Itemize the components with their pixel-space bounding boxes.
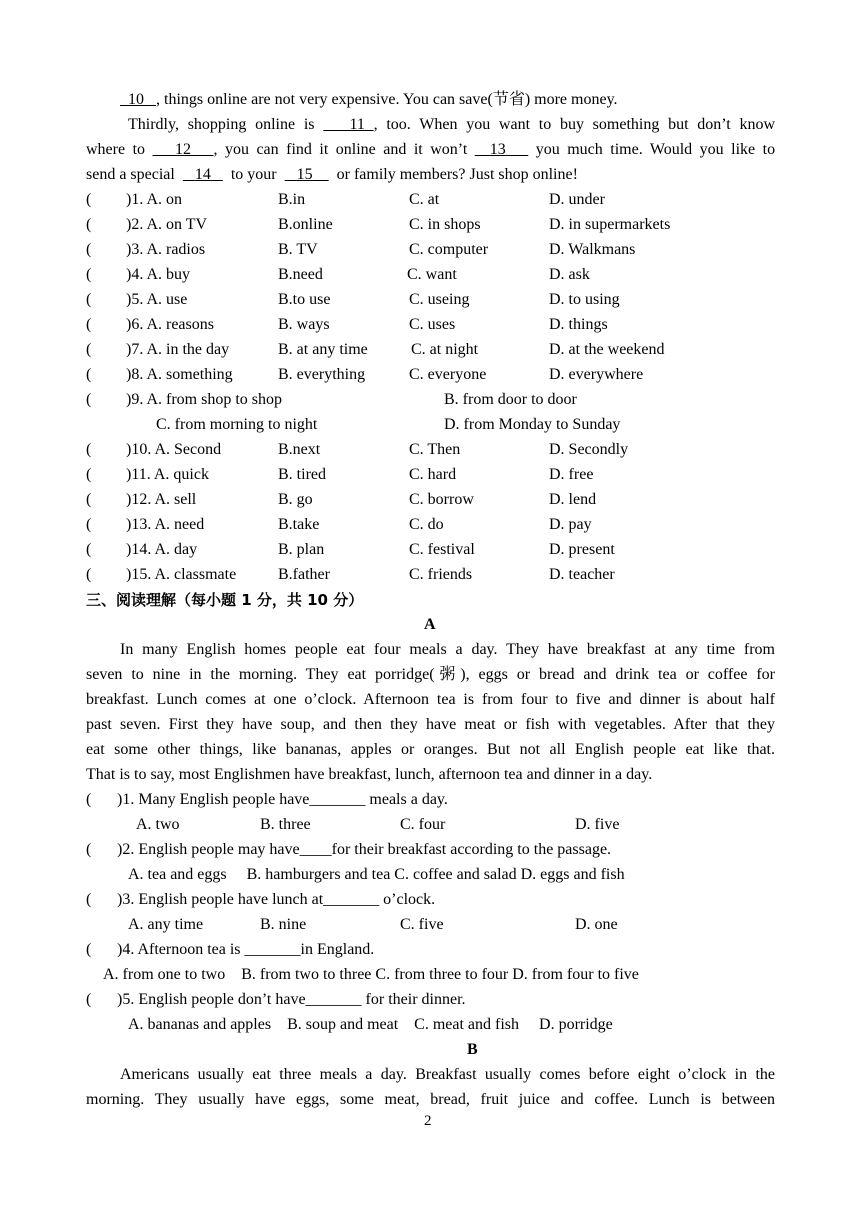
rq1-b: B. three <box>260 816 311 833</box>
passage-a-label: A <box>424 616 436 633</box>
cloze-option-b: B.to use <box>278 291 331 308</box>
cloze-paren: ( <box>86 241 92 258</box>
cloze-line-4: send a special 14 to your 15 or family members? Just shop online! <box>86 166 578 183</box>
blank-12: 12 <box>175 141 191 158</box>
passage-a-line: In many English homes people eat four meals a day. They have breakfast at any time from <box>120 641 775 658</box>
rq3-a: A. any time <box>128 916 204 933</box>
cloze-q9-c: C. from morning to night <box>156 416 318 433</box>
cloze-option-c: C. Then <box>409 441 461 458</box>
rq1-d: D. five <box>575 816 620 833</box>
cloze-paren: ( <box>86 291 92 308</box>
cloze-q9-d: D. from Monday to Sunday <box>444 416 621 433</box>
cloze-option-d: D. everywhere <box>549 366 644 383</box>
rq2-paren: ( <box>86 841 92 858</box>
blank-11: 11 <box>349 116 365 133</box>
cloze-option-c: C. friends <box>409 566 473 583</box>
rq5-options: A. bananas and apples B. soup and meat C. meat and fish D. porridge <box>128 1016 613 1033</box>
blank-14: 14 <box>194 166 211 183</box>
cloze-paren: ( <box>86 541 92 558</box>
cloze-option-d: D. pay <box>549 516 592 533</box>
rq2-text: )2. English people may have____for their breakfast according to the passage. <box>117 841 612 858</box>
cloze-option-a: )3. A. radios <box>126 241 206 258</box>
cloze-option-b: B.take <box>278 516 320 533</box>
cloze-paren: ( <box>86 566 92 583</box>
cloze-option-b: B.father <box>278 566 330 583</box>
rq4-text: )4. Afternoon tea is _______in England. <box>117 941 375 958</box>
cloze-option-a: )1. A. on <box>126 191 182 208</box>
cloze-option-b: B. go <box>278 491 313 508</box>
cloze-paren: ( <box>86 266 92 283</box>
rq3-c: C. five <box>400 916 444 933</box>
rq3-text: )3. English people have lunch at_______ o’clock. <box>117 891 436 908</box>
cloze-line-2: Thirdly, shopping online is 11 , too. When you want to buy something but don’t know <box>128 116 776 133</box>
cloze-paren: ( <box>86 441 92 458</box>
rq1-c: C. four <box>400 816 446 833</box>
cloze-option-c: C. computer <box>409 241 489 258</box>
cloze-option-d: D. free <box>549 466 594 483</box>
cloze-line-3: where to 12 , you can find it online and it won’t 13 you much time. Would you like to <box>86 141 776 158</box>
cloze-option-b: B.next <box>278 441 321 458</box>
rq1-a: A. two <box>136 816 180 833</box>
cloze-option-d: D. present <box>549 541 615 558</box>
passage-b-line: morning. They usually have eggs, some meat, bread, fruit juice and coffee. Lunch is between <box>86 1091 775 1108</box>
page-number: 2 <box>424 1113 432 1129</box>
blank-10: 10 <box>128 91 144 108</box>
cloze-option-b: B. ways <box>278 316 330 333</box>
passage-a-line: eat some other things, like bananas, apples or oranges. But not all English people eat like that. <box>86 741 775 758</box>
cloze-option-a: )15. A. classmate <box>126 566 237 583</box>
cloze-option-a: )10. A. Second <box>126 441 222 458</box>
rq3-d: D. one <box>575 916 618 933</box>
cloze-option-d: D. under <box>549 191 605 208</box>
cloze-option-d: D. ask <box>549 266 590 283</box>
cloze-option-c: C. everyone <box>409 366 487 383</box>
cloze-option-c: C. uses <box>409 316 456 333</box>
rq3-paren: ( <box>86 891 92 908</box>
cloze-q9-b: B. from door to door <box>444 391 577 408</box>
cloze-paren: ( <box>86 216 92 233</box>
rq2-options: A. tea and eggs B. hamburgers and tea C. coffee and salad D. eggs and fish <box>128 866 625 883</box>
cloze-option-a: )7. A. in the day <box>126 341 230 358</box>
passage-b-line: Americans usually eat three meals a day. Breakfast usually comes before eight o’clock in the <box>120 1066 775 1083</box>
cloze-option-c: C. do <box>409 516 444 533</box>
cloze-q9-paren: ( <box>86 391 92 408</box>
cloze-option-d: D. to using <box>549 291 620 308</box>
cloze-option-a: )12. A. sell <box>126 491 197 508</box>
cloze-option-c: C. hard <box>409 466 457 483</box>
passage-b-label: B <box>467 1041 478 1058</box>
cloze-option-b: B.need <box>278 266 323 283</box>
cloze-option-c: C. borrow <box>409 491 474 508</box>
cloze-option-a: )5. A. use <box>126 291 188 308</box>
rq4-paren: ( <box>86 941 92 958</box>
passage-a-line: breakfast. Lunch comes at one o’clock. Afternoon tea is from four to five and dinner is about half <box>86 691 775 708</box>
passage-a-line: seven to nine in the morning. They eat porridge(粥), eggs or bread and drink tea or coffee for <box>86 666 775 683</box>
rq1-text: )1. Many English people have_______ meals a day. <box>117 791 448 808</box>
rq1-paren: ( <box>86 791 92 808</box>
cloze-option-c: C. in shops <box>409 216 481 233</box>
cloze-paren: ( <box>86 466 92 483</box>
cloze-option-a: )13. A. need <box>126 516 205 533</box>
cloze-option-b: B. TV <box>278 241 318 258</box>
cloze-paren: ( <box>86 316 92 333</box>
cloze-option-a: )6. A. reasons <box>126 316 214 333</box>
blank-13: 13 <box>489 141 506 158</box>
passage-a-last-line: That is to say, most Englishmen have breakfast, lunch, afternoon tea and dinner in a day. <box>86 766 653 783</box>
cloze-option-b: B. everything <box>278 366 366 383</box>
cloze-paren: ( <box>86 366 92 383</box>
cloze-option-a: )14. A. day <box>126 541 198 558</box>
rq3-b: B. nine <box>260 916 307 933</box>
cloze-option-b: B. tired <box>278 466 326 483</box>
cloze-option-c: C. at night <box>411 341 479 358</box>
rq4-options: A. from one to two B. from two to three C. from three to four D. from four to five <box>103 966 639 983</box>
cloze-option-c: C. at <box>409 191 440 208</box>
cloze-option-d: D. at the weekend <box>549 341 665 358</box>
cloze-line-1: 10 , things online are not very expensive. You can save(节省) more money. <box>120 90 618 110</box>
section-heading: 三、阅读理解（每小题 1 分，共 10 分） <box>86 591 364 609</box>
blank-15: 15 <box>296 166 313 183</box>
cloze-option-d: D. things <box>549 316 608 333</box>
cloze-option-d: D. Secondly <box>549 441 629 458</box>
cloze-option-a: )4. A. buy <box>126 266 190 283</box>
cloze-option-b: B.in <box>278 191 306 208</box>
cloze-option-d: D. in supermarkets <box>549 216 671 233</box>
cloze-option-a: )11. A. quick <box>126 466 209 483</box>
cloze-option-c: C. want <box>407 266 457 283</box>
cloze-paren: ( <box>86 491 92 508</box>
cloze-option-c: C. festival <box>409 541 475 558</box>
rq5-paren: ( <box>86 991 92 1008</box>
cloze-option-a: )8. A. something <box>126 366 233 383</box>
cloze-option-b: B. plan <box>278 541 325 558</box>
cloze-option-b: B. at any time <box>278 341 368 358</box>
cloze-paren: ( <box>86 191 92 208</box>
cloze-option-b: B.online <box>278 216 333 233</box>
cloze-paren: ( <box>86 516 92 533</box>
cloze-option-d: D. lend <box>549 491 597 508</box>
cloze-q9-a: )9. A. from shop to shop <box>126 391 282 408</box>
passage-a-line: past seven. First they have soup, and then they have meat or fish with vegetables. After that they <box>86 716 775 733</box>
cloze-option-c: C. useing <box>409 291 470 308</box>
cloze-paren: ( <box>86 341 92 358</box>
cloze-option-d: D. Walkmans <box>549 241 636 258</box>
cloze-option-a: )2. A. on TV <box>126 216 208 233</box>
cloze-option-d: D. teacher <box>549 566 615 583</box>
rq5-text: )5. English people don’t have_______ for their dinner. <box>117 991 466 1008</box>
